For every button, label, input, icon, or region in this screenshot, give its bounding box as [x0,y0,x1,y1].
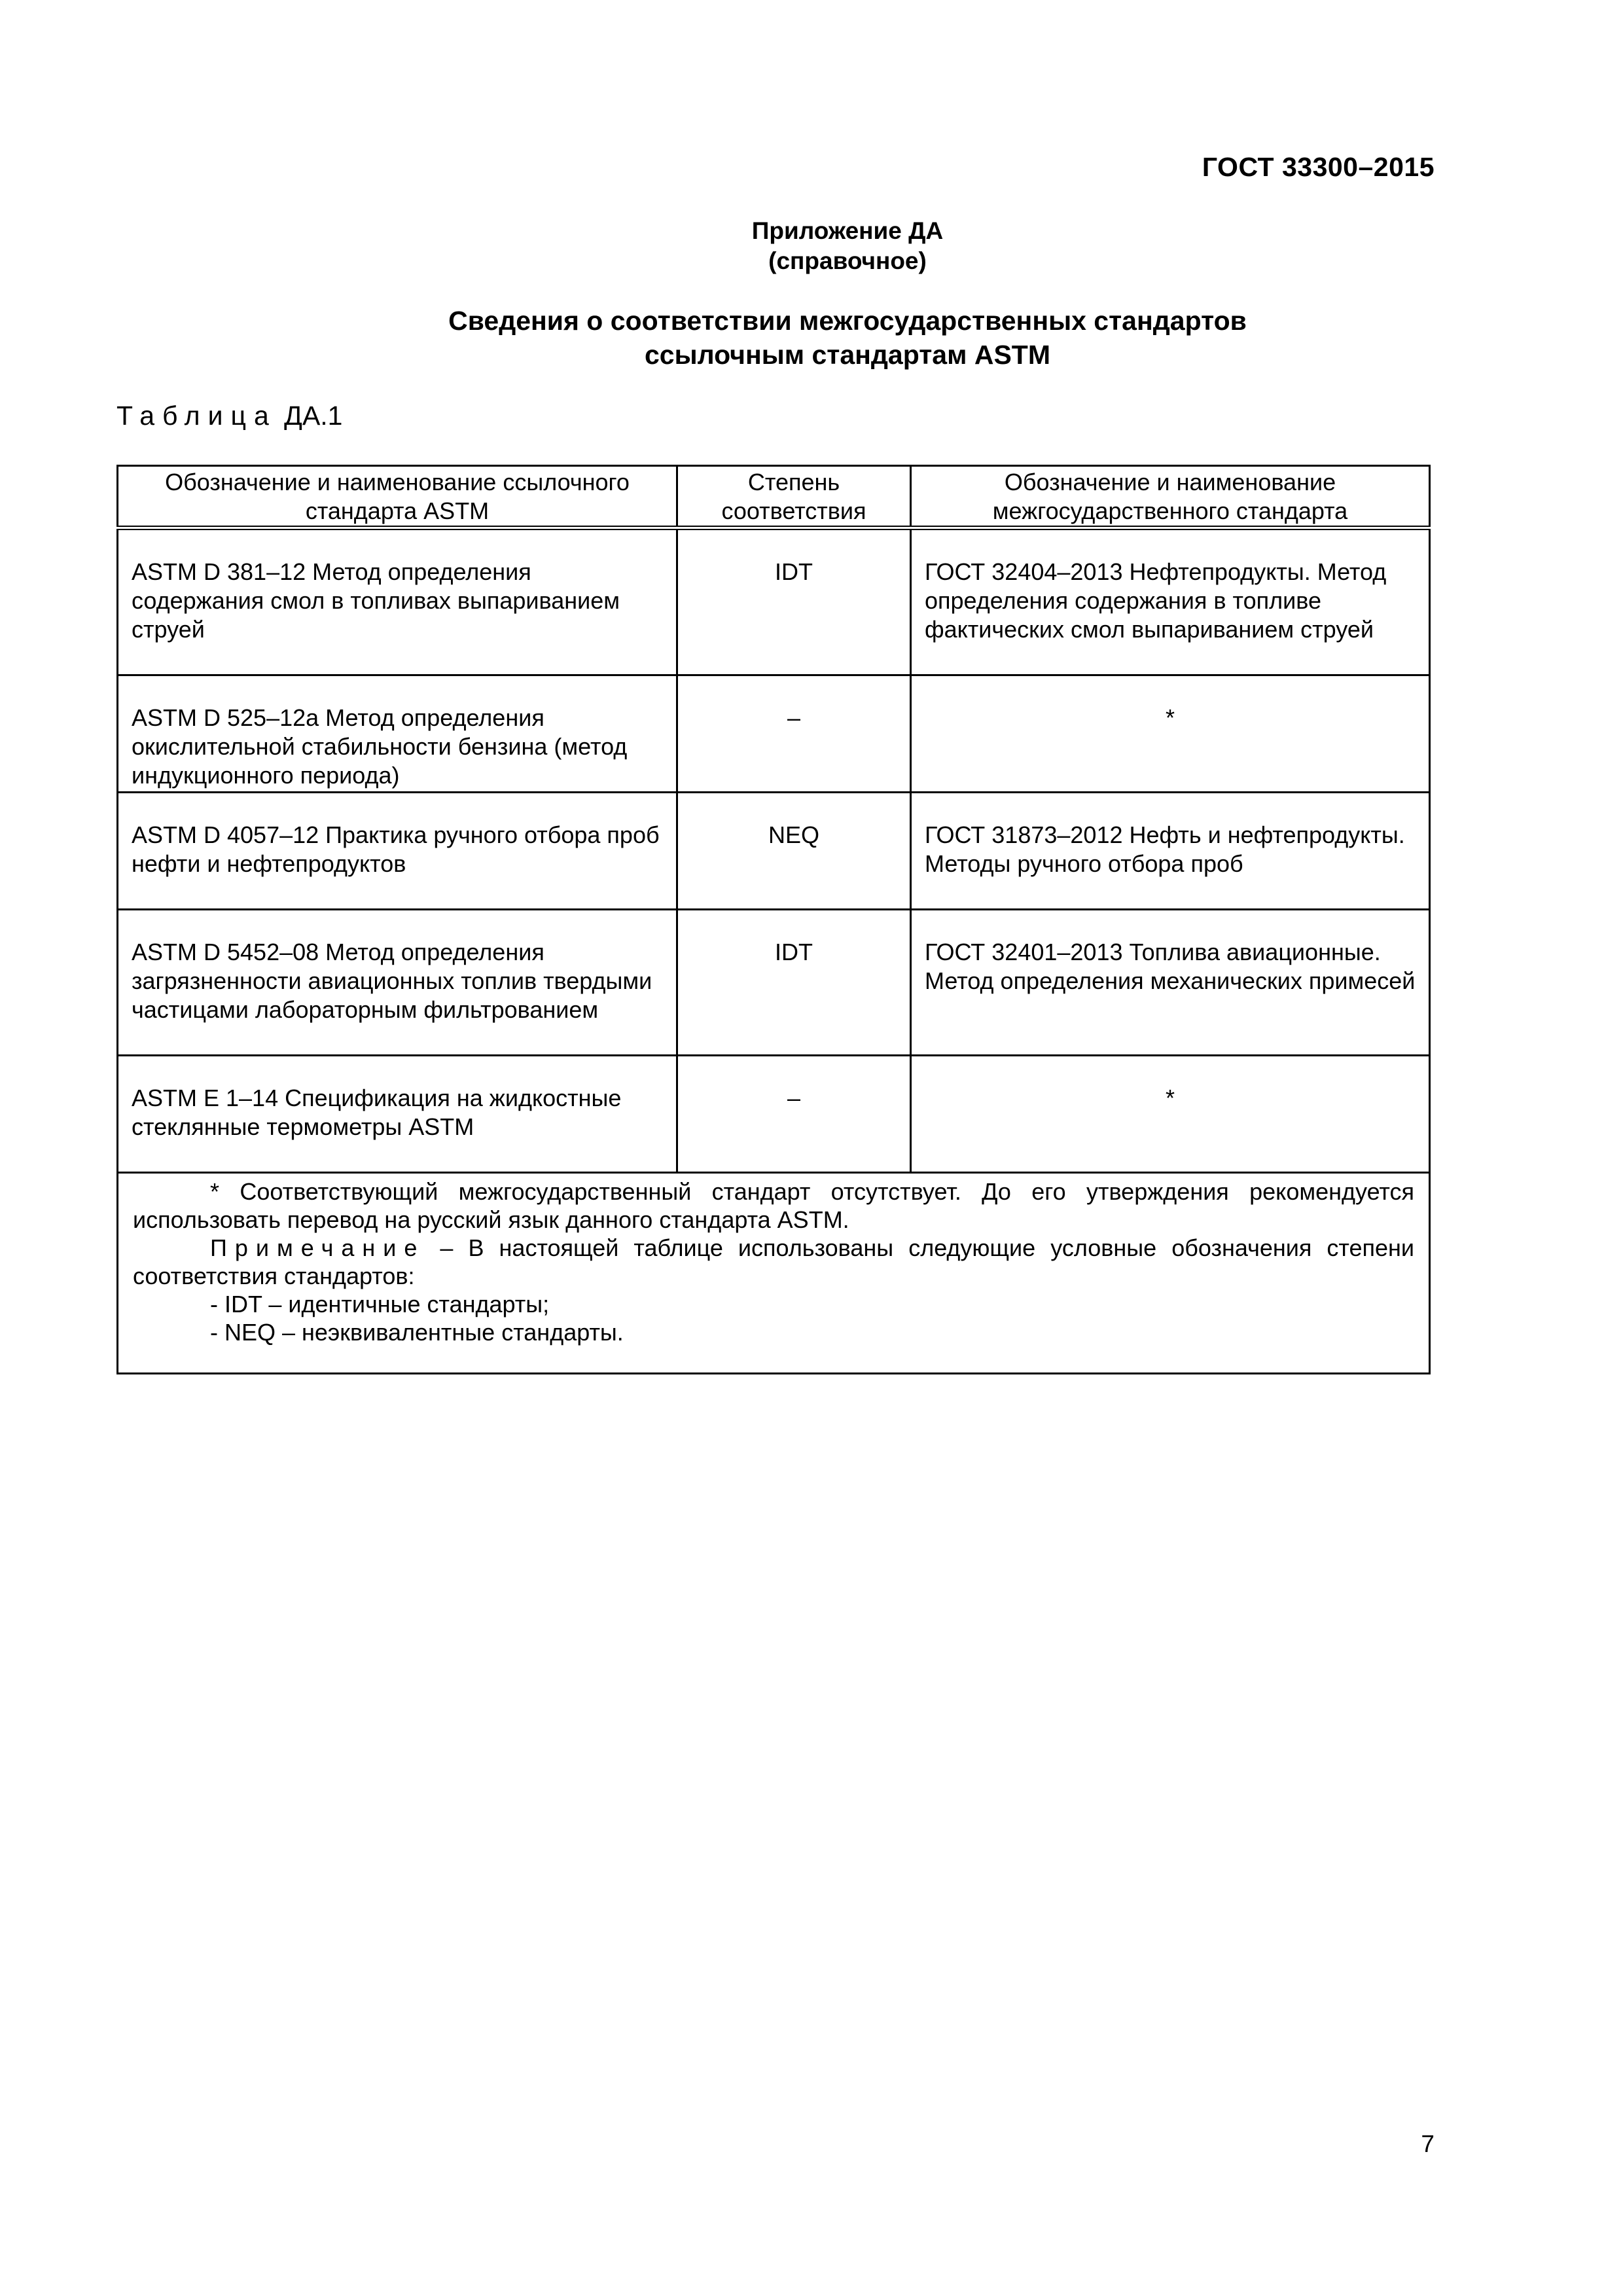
header-correspondence-degree: Степень соответствия [677,466,911,528]
astm-standard-cell: ASTM D 525–12a Метод определения окислительной стабильности бензина (метод индукционного периода) [118,675,677,793]
legend-item-idt: - IDT – идентичные стандарты; [210,1291,550,1318]
page-number: 7 [1421,2130,1435,2157]
main-title [0,304,1623,372]
gost-standard-cell: ГОСТ 32401–2013 Топлива авиационные. Метод определения механических примесей [911,910,1430,1056]
table-row [118,528,1430,675]
gost-standard-cell: ГОСТ 31873–2012 Нефть и нефтепродукты. Методы ручного отбора проб [911,793,1430,910]
degree-cell: IDT [677,528,911,675]
table-label-number: ДА.1 [284,401,343,431]
astm-standard-cell: ASTM E 1–14 Спецификация на жидкостные стеклянные термометры ASTM [118,1056,677,1173]
table-label [116,401,342,431]
table-header-row [118,466,1430,528]
main-title-line-1: Сведения о соответствии межгосударственных стандартов [448,306,1247,336]
gost-standard-cell: * [911,1056,1430,1173]
correspondence-table [116,465,1431,1374]
table-row [118,1056,1430,1173]
header-interstate-standard: Обозначение и наименование межгосударственного стандарта [911,466,1430,528]
table-row [118,793,1430,910]
table-notes-row [118,1173,1430,1374]
table-row [118,910,1430,1056]
astm-standard-cell: ASTM D 381–12 Метод определения содержания смол в топливах выпариванием струей [118,528,677,675]
appendix-subtitle: (справочное) [768,247,927,274]
astm-standard-cell: ASTM D 4057–12 Практика ручного отбора проб нефти и нефтепродуктов [118,793,677,910]
table-row [118,675,1430,793]
table-label-word: Таблица [116,401,277,431]
astm-standard-cell: ASTM D 5452–08 Метод определения загрязненности авиационных топлив твердыми частицами лабораторным фильтрованием [118,910,677,1056]
note-paragraph [133,1234,1414,1290]
legend-item-neq: - NEQ – неэквивалентные стандарты. [210,1319,624,1346]
gost-standard-cell: * [911,675,1430,793]
degree-cell: IDT [677,910,911,1056]
document-code: ГОСТ 33300–2015 [1202,152,1435,182]
gost-standard-cell: ГОСТ 32404–2013 Нефтепродукты. Метод определения содержания в топливе фактических смол выпариванием струей [911,528,1430,675]
table-notes-cell [118,1173,1430,1374]
note-text: – В настоящей таблице использованы следующие условные обозначения степени соответствия стандартов: [133,1234,1414,1289]
main-title-line-2: ссылочным стандартам ASTM [645,340,1050,370]
degree-cell: – [677,675,911,793]
footnote-text: * Соответствующий межгосударственный стандарт отсутствует. До его утверждения рекомендуется использовать перевод на русский язык данного стандарта ASTM. [133,1178,1414,1233]
degree-cell: NEQ [677,793,911,910]
appendix-title: Приложение ДА [751,217,944,244]
note-word: Примечание [210,1234,425,1261]
degree-cell: – [677,1056,911,1173]
appendix-heading [0,216,1623,276]
header-astm-standard: Обозначение и наименование ссылочного стандарта ASTM [118,466,677,528]
